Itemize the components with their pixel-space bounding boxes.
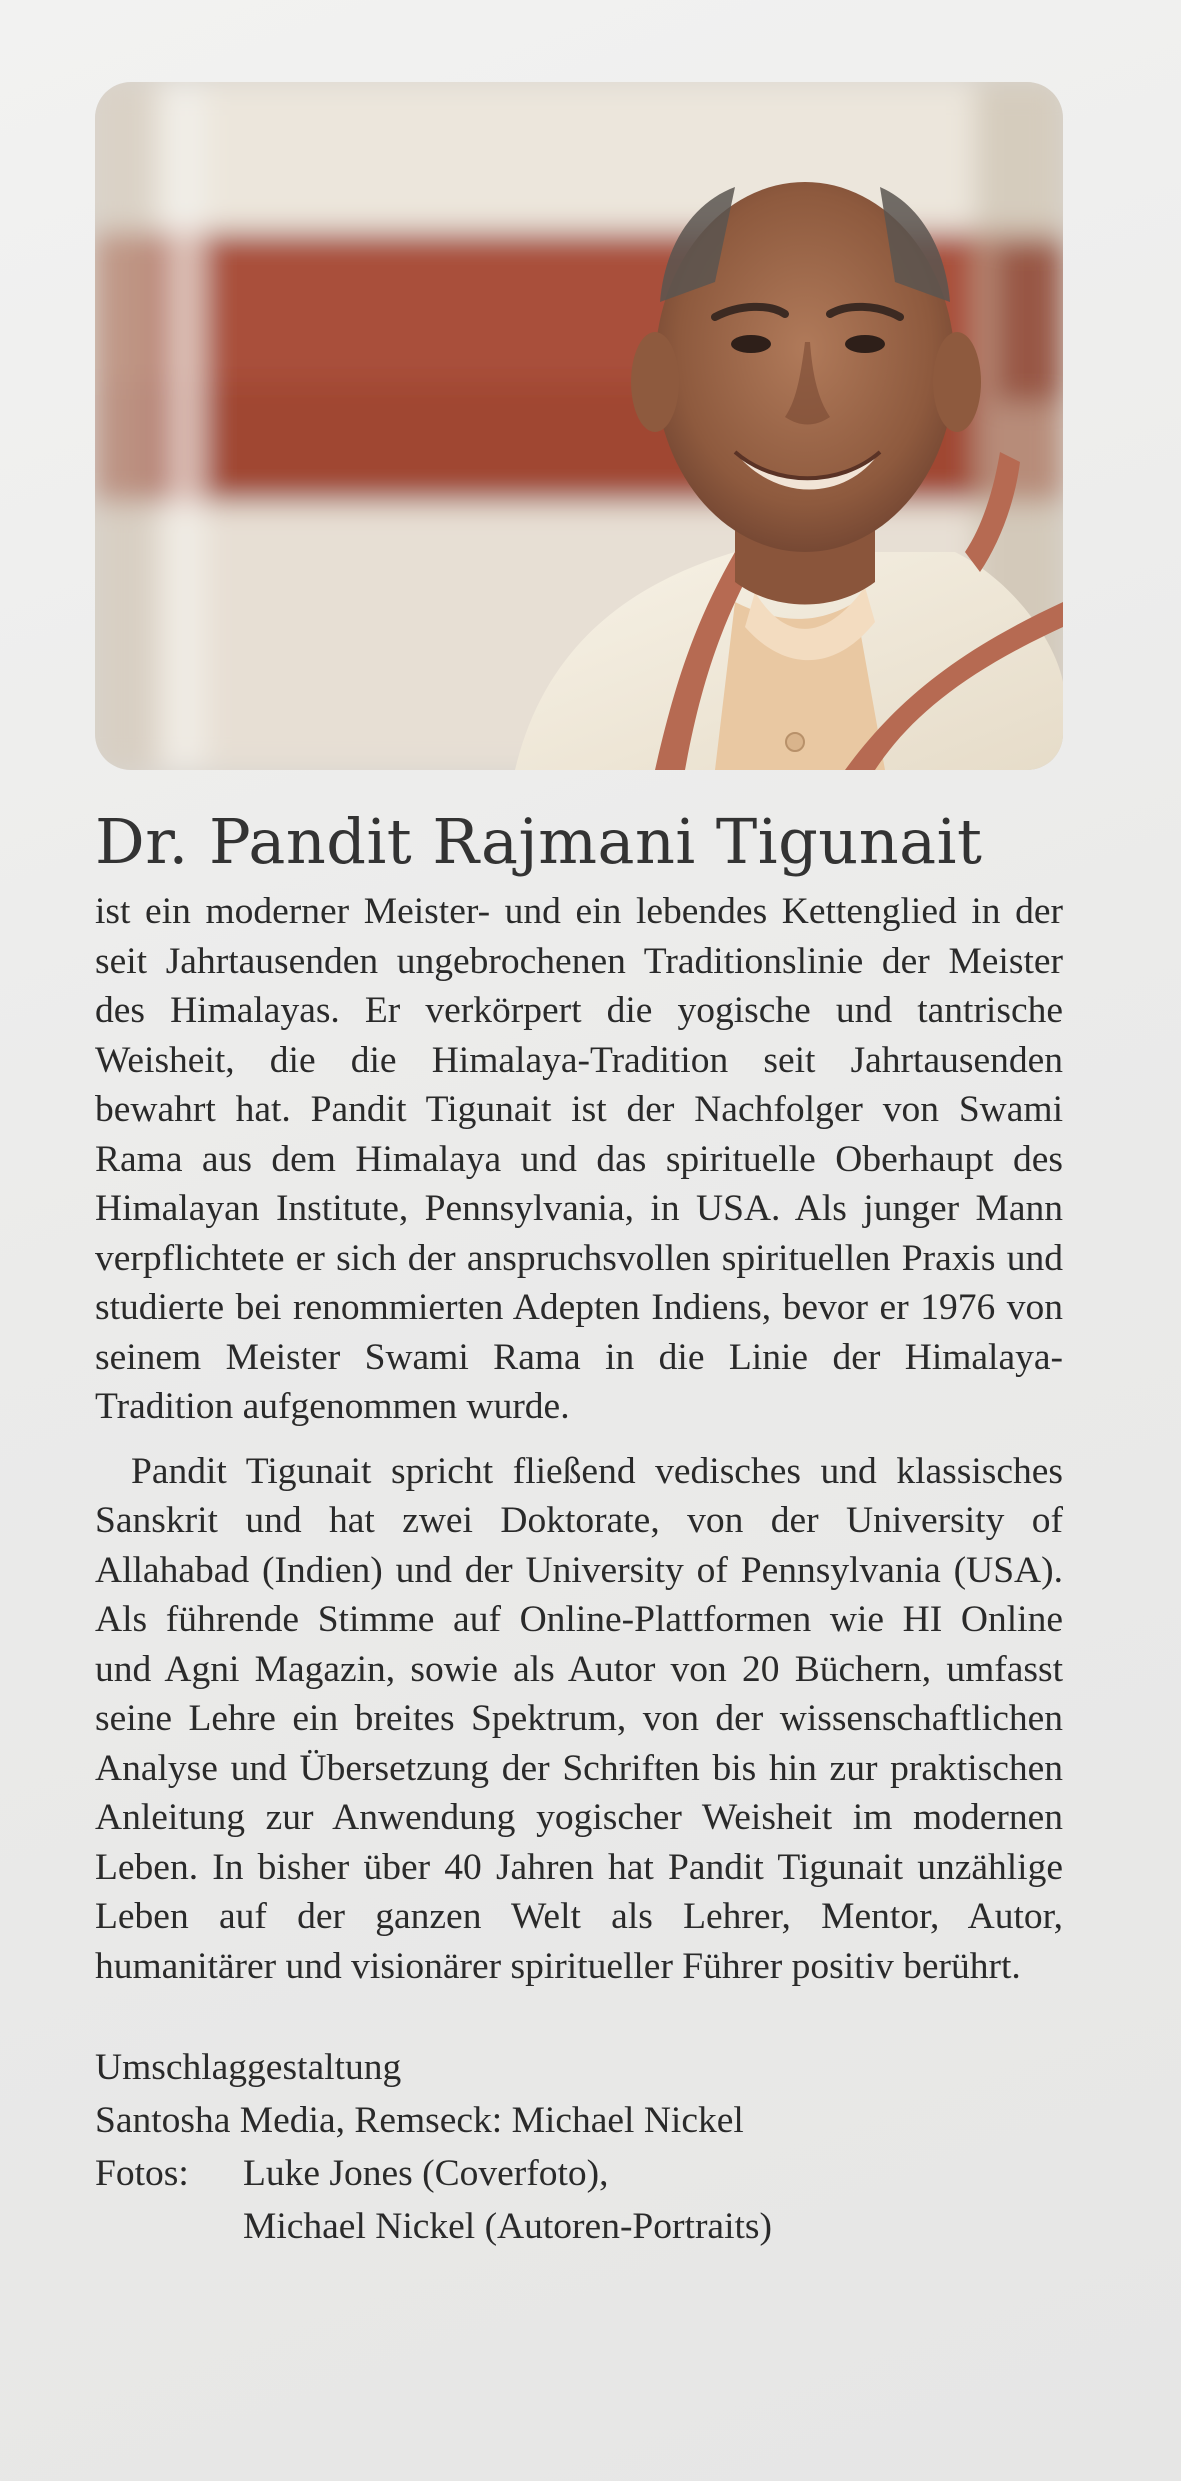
- cover-design-heading: Umschlaggestaltung: [95, 2047, 402, 2089]
- author-portrait-photo: [95, 82, 1063, 770]
- credits-block: [95, 2041, 1063, 2253]
- bio-paragraph-1: ist ein moderner Meister- und ein lebendes Kettenglied in der seit Jahrtausenden ungebrochenen Traditionslinie der Meister des Himalayas. Er verkörpert die yogische und tantrische Weisheit, die die Himalaya-Tradition seit Jahrtausenden bewahrt hat. Pandit Tigunait ist der Nachfolger von Swami Rama aus dem Himalaya und das spirituelle Oberhaupt des Himalayan Institute, Pennsylvania, in USA. Als junger Mann verpflichtete er sich der anspruchsvollen spirituellen Praxis und studierte bei renommierten Adepten Indiens, bevor er 1976 von seinem Meister Swami Rama in die Linie der Himalaya-Tradition aufgenommen wurde.: [95, 891, 1063, 1428]
- photo-credit-cover: Luke Jones (Coverfoto),: [243, 2153, 609, 2195]
- photos-label-spacer: [95, 2200, 243, 2253]
- photos-label: Fotos:: [95, 2153, 189, 2195]
- photo-credits-row-2: [95, 2200, 1063, 2253]
- cover-design-credit: Santosha Media, Remseck: Michael Nickel: [95, 2100, 744, 2142]
- photo-credit-portraits: Michael Nickel (Autoren-Portraits): [243, 2206, 772, 2248]
- author-name-heading: Dr. Pandit Rajmani Tigunait: [95, 805, 983, 878]
- author-bio-section: [95, 806, 1063, 2253]
- photo-credits-row: [95, 2147, 1063, 2200]
- bio-paragraph-2: Pandit Tigunait spricht fließend vedisches und klassisches Sanskrit und hat zwei Doktorate, von der University of Allahabad (Indien) und der University of Pennsylvania (USA). Als führende Stimme auf Online-Plattformen wie HI Online und Agni Magazin, sowie als Autor von 20 Büchern, umfasst seine Lehre ein breites Spektrum, von der wissenschaftlichen Analyse und Übersetzung der Schriften bis hin zur praktischen Anleitung zur Anwendung yogischer Weisheit im modernen Leben. In bisher über 40 Jahren hat Pandit Tigunait unzählige Leben auf der ganzen Welt als Lehrer, Mentor, Autor, humanitärer und visionärer spiritueller Führer positiv berührt.: [95, 1450, 1063, 1987]
